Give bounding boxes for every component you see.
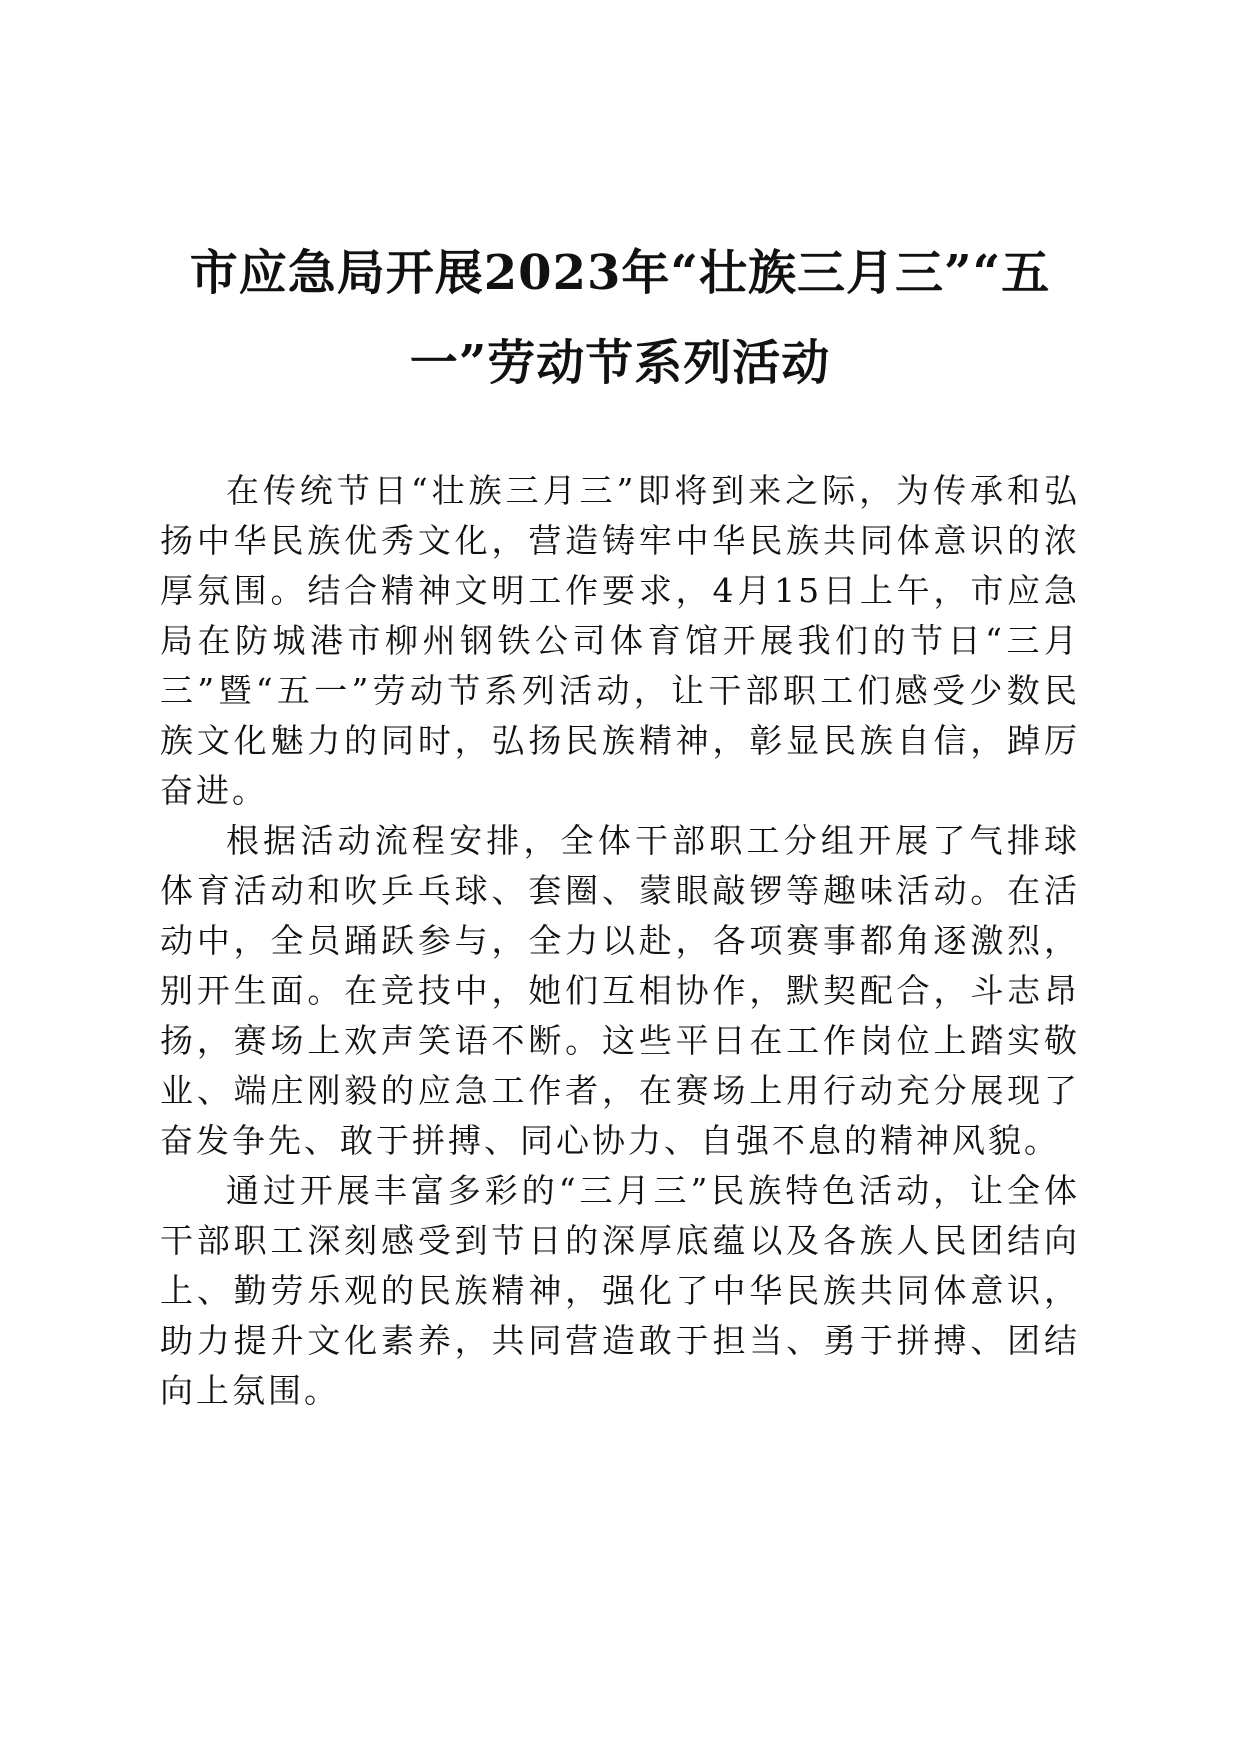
document-title xyxy=(150,228,1090,408)
document-body xyxy=(160,466,1080,1416)
title-line-1: 市应急局开展2023年“壮族三月三”“五 xyxy=(189,245,1051,301)
title-line-2: 一”劳动节系列活动 xyxy=(409,335,831,391)
paragraph-2: 根据活动流程安排，全体干部职工分组开展了气排球体育活动和吹乒乓球、套圈、蒙眼敲锣等趣味活动。在活动中，全员踊跃参与，全力以赴，各项赛事都角逐激烈，别开生面。在竞技中，她们互相协作，默契配合，斗志昂扬，赛场上欢声笑语不断。这些平日在工作岗位上踏实敬业、端庄刚毅的应急工作者，在赛场上用行动充分展现了奋发争先、敢于拼搏、同心协力、自强不息的精神风貌。 xyxy=(160,821,1080,1160)
paragraph-3: 通过开展丰富多彩的“三月三”民族特色活动，让全体干部职工深刻感受到节日的深厚底蕴以及各族人民团结向上、勤劳乐观的民族精神，强化了中华民族共同体意识，助力提升文化素养，共同营造敢于担当、勇于拼搏、团结向上氛围。 xyxy=(160,1171,1080,1410)
paragraph-1: 在传统节日“壮族三月三”即将到来之际，为传承和弘扬中华民族优秀文化，营造铸牢中华民族共同体意识的浓厚氛围。结合精神文明工作要求，4月15日上午，市应急局在防城港市柳州钢铁公司体育馆开展我们的节日“三月三”暨“五一”劳动节系列活动，让干部职工们感受少数民族文化魅力的同时，弘扬民族精神，彰显民族自信，踔厉奋进。 xyxy=(160,471,1080,810)
